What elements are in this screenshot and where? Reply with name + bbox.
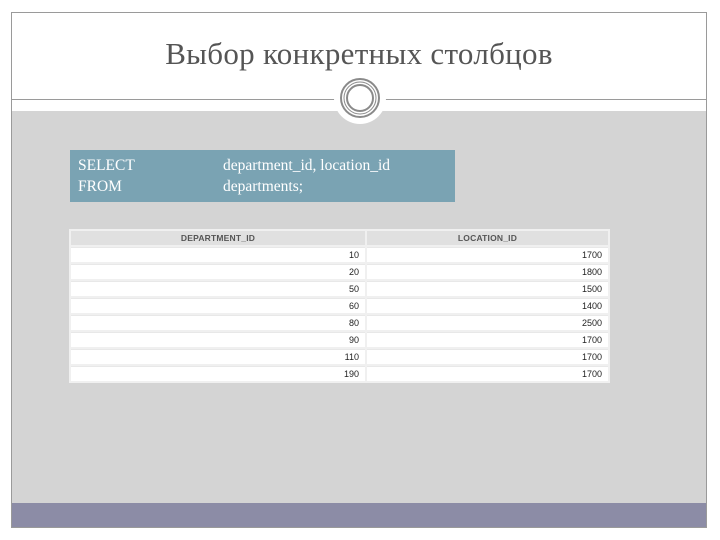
- table-cell: 80: [71, 315, 365, 330]
- sql-query-box: [70, 150, 455, 202]
- table-row: [71, 366, 608, 381]
- sql-keyword: SELECT: [78, 157, 135, 174]
- table-cell: 2500: [367, 315, 608, 330]
- table-row: [71, 247, 608, 262]
- table-cell: 1500: [367, 281, 608, 296]
- table-row: [71, 281, 608, 296]
- ring-ornament-icon: [334, 72, 386, 124]
- table-row: [71, 315, 608, 330]
- table-row: [71, 264, 608, 279]
- table-cell: 1800: [367, 264, 608, 279]
- sql-argument: departments;: [223, 178, 304, 195]
- table-row: [71, 298, 608, 313]
- table-cell: 1400: [367, 298, 608, 313]
- table-cell: 1700: [367, 366, 608, 381]
- table-cell: 1700: [367, 332, 608, 347]
- table-cell: 1700: [367, 247, 608, 262]
- slide-title: Выбор конкретных столбцов: [165, 36, 553, 71]
- table-row: [71, 332, 608, 347]
- sql-argument: department_id, location_id: [223, 157, 391, 174]
- table-cell: 90: [71, 332, 365, 347]
- sql-keyword: FROM: [78, 178, 122, 195]
- table-cell: 1700: [367, 349, 608, 364]
- footer-band: [12, 503, 706, 527]
- column-header: DEPARTMENT_ID: [71, 231, 365, 245]
- table-cell: 50: [71, 281, 365, 296]
- table-cell: 190: [71, 366, 365, 381]
- table-cell: 60: [71, 298, 365, 313]
- table-cell: 20: [71, 264, 365, 279]
- table-cell: 10: [71, 247, 365, 262]
- table-cell: 110: [71, 349, 365, 364]
- result-table: [69, 229, 610, 383]
- column-header: LOCATION_ID: [367, 231, 608, 245]
- table-row: [71, 349, 608, 364]
- table-header-row: [71, 231, 608, 245]
